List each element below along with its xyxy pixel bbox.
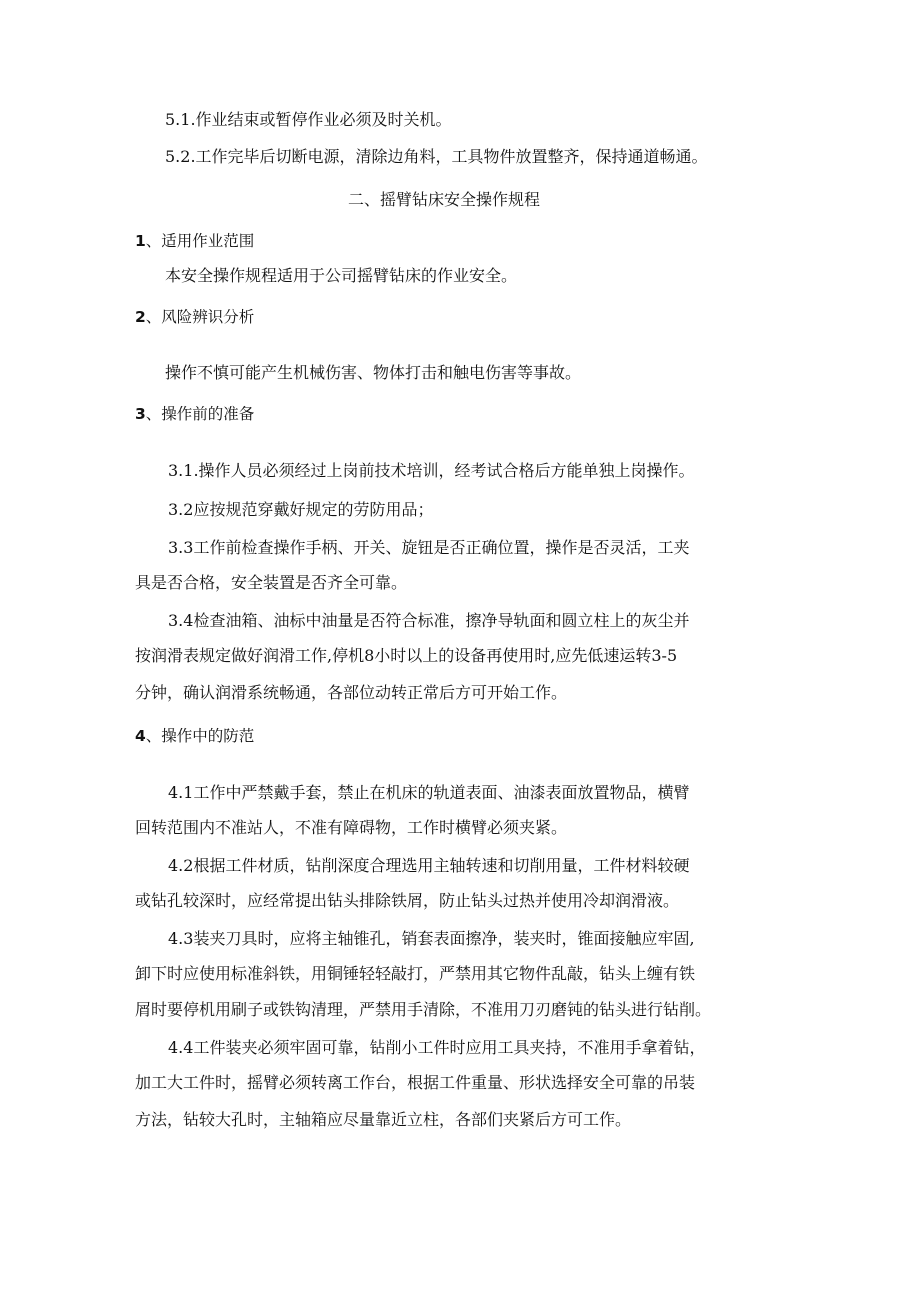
- section-heading-3: [135, 404, 254, 424]
- paragraph-line: 3.2应按规范穿戴好规定的劳防用品；: [168, 500, 434, 519]
- paragraph-line: 卸下时应使用标准斜铁，用铜锤轻轻敲打，严禁用其它物件乱敲，钻头上缠有铁: [135, 964, 696, 983]
- section-title: 二、摇臂钻床安全操作规程: [348, 190, 541, 209]
- section-number: 2: [135, 308, 146, 326]
- section-heading-4: [135, 726, 254, 746]
- item-5-1: 5.1.作业结束或暂停作业必须及时关机。: [165, 110, 452, 129]
- section-number: 4: [135, 727, 146, 745]
- paragraph-line: 4.1工作中严禁戴手套，禁止在机床的轨道表面、油漆表面放置物品，横臂: [168, 783, 690, 802]
- paragraph-line: 具是否合格，安全装置是否齐全可靠。: [135, 573, 408, 592]
- paragraph-line: 3.3工作前检查操作手柄、开关、旋钮是否正确位置，操作是否灵活，工夹: [168, 538, 690, 557]
- section-number: 1: [135, 232, 146, 250]
- paragraph-line: 4.4工件装夹必须牢固可靠，钻削小工件时应用工具夹持，不准用手拿着钻，: [168, 1038, 706, 1057]
- section-heading-1: [135, 231, 254, 251]
- paragraph-line: 3.4检查油箱、油标中油量是否符合标准，擦净导轨面和圆立柱上的灰尘并: [168, 611, 690, 630]
- section-heading-2: [135, 307, 254, 327]
- paragraph-line: 3.1.操作人员必须经过上岗前技术培训，经考试合格后方能单独上岗操作。: [168, 461, 695, 480]
- paragraph-line: 回转范围内不准站人，不准有障碍物，工作时横臂必须夹紧。: [135, 818, 568, 837]
- paragraph-line: 4.3装夹刀具时，应将主轴锥孔，销套表面擦净，装夹时，锥面接触应牢固,: [168, 929, 695, 948]
- paragraph-line: 本安全操作规程适用于公司摇臂钻床的作业安全。: [165, 266, 518, 285]
- paragraph-line: 4.2根据工件材质，钻削深度合理选用主轴转速和切削用量，工件材料较硬: [168, 856, 690, 875]
- paragraph-line: 或钻孔较深时，应经常提出钻头排除铁屑，防止钻头过热并使用冷却润滑液。: [135, 891, 680, 910]
- paragraph-line: 方法，钻较大孔时，主轴箱应尽量靠近立柱，各部们夹紧后方可工作。: [135, 1110, 632, 1129]
- section-heading-text: 、风险辨识分析: [145, 308, 255, 326]
- section-number: 3: [135, 405, 146, 423]
- paragraph-line: 屑时要停机用刷子或铁钩清理，严禁用手清除，不准用刀刃磨钝的钻头进行钻削。: [135, 1000, 712, 1019]
- paragraph-line: 分钟，确认润滑系统畅通，各部位动转正常后方可开始工作。: [135, 683, 568, 702]
- paragraph-line: 操作不慎可能产生机械伤害、物体打击和触电伤害等事故。: [165, 363, 582, 382]
- item-5-2: 5.2.工作完毕后切断电源，清除边角料，工具物件放置整齐，保持通道畅通。: [165, 147, 708, 166]
- paragraph-line: 按润滑表规定做好润滑工作,停机8小时以上的设备再使用时,应先低速运转3-5: [135, 646, 678, 665]
- section-heading-text: 、操作中的防范: [145, 727, 255, 745]
- paragraph-line: 加工大工件时，摇臂必须转离工作台，根据工件重量、形状选择安全可靠的吊装: [135, 1073, 696, 1092]
- section-heading-text: 、适用作业范围: [145, 232, 255, 250]
- section-heading-text: 、操作前的准备: [145, 405, 255, 423]
